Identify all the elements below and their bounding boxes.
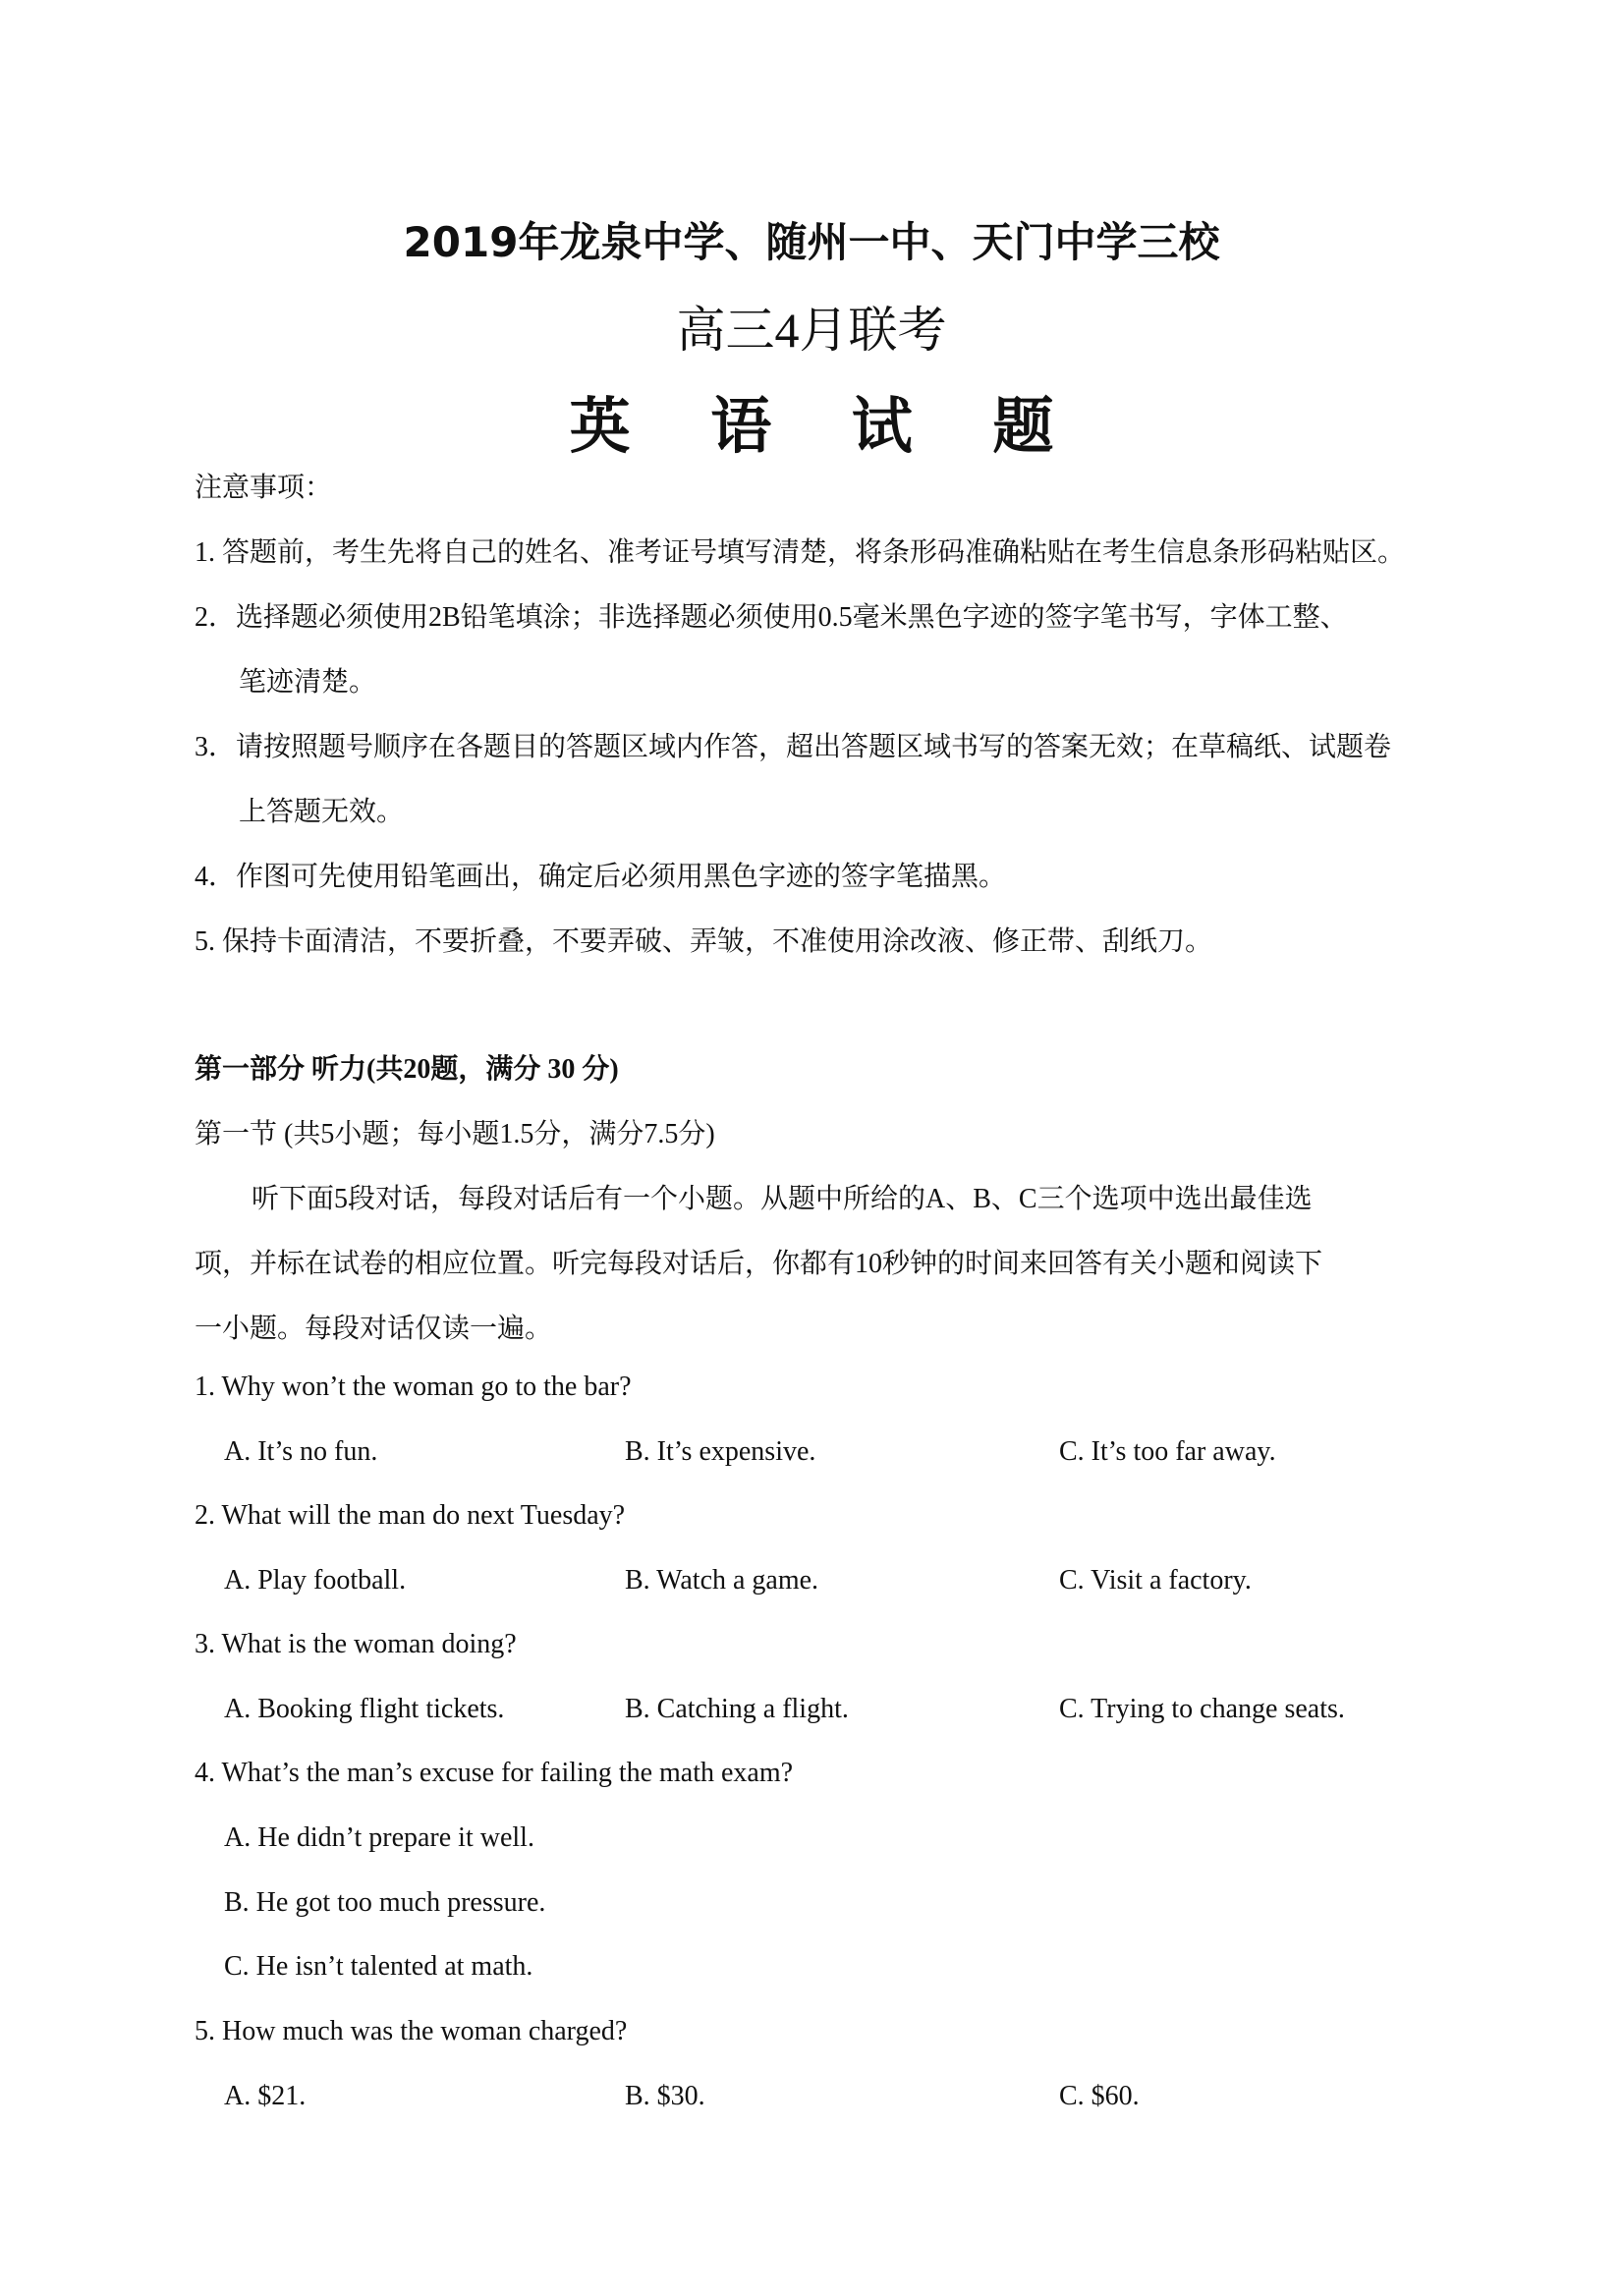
note-item-3-cont: 上答题无效。 (239, 797, 405, 827)
question-4: 4. What’s the man’s excuse for failing the math exam? (195, 1758, 794, 1788)
note-item-5: 5. 保持卡面清洁，不要折叠，不要弄破、弄皱，不准使用涂改液、修正带、刮纸刀。 (195, 926, 1213, 957)
q5-option-b: B. $30. (625, 2081, 705, 2111)
q1-option-b: B. It’s expensive. (625, 1436, 816, 1467)
notes-heading: 注意事项： (195, 473, 333, 503)
part-heading: 第一部分 听力(共20题，满分 30 分) (195, 1054, 619, 1085)
note-item-3: 3．请按照题号顺序在各题目的答题区域内作答，超出答题区域书写的答案无效；在草稿纸、试题卷 (195, 732, 1392, 762)
q5-option-a: A. $21. (224, 2081, 307, 2111)
q3-option-c: C. Trying to change seats. (1059, 1694, 1345, 1724)
note-item-1: 1. 答题前，考生先将自己的姓名、准考证号填写清楚，将条形码准确粘贴在考生信息条形码粘贴区。 (195, 537, 1406, 568)
q1-option-a: A. It’s no fun. (224, 1436, 378, 1467)
question-1: 1. Why won’t the woman go to the bar? (195, 1372, 632, 1402)
subject-title: 英 语 试 题 (569, 390, 1084, 462)
q2-option-c: C. Visit a factory. (1059, 1565, 1252, 1596)
question-2: 2. What will the man do next Tuesday? (195, 1500, 626, 1531)
q2-option-a: A. Play football. (224, 1565, 407, 1596)
question-5: 5. How much was the woman charged? (195, 2016, 628, 2046)
instructions-line-3: 一小题。每段对话仅读一遍。 (195, 1314, 553, 1344)
question-3: 3. What is the woman doing? (195, 1629, 517, 1659)
q3-option-b: B. Catching a flight. (625, 1694, 849, 1724)
school-title: 2019年龙泉中学、随州一中、天门中学三校 (403, 218, 1220, 266)
instructions-line-2: 项，并标在试卷的相应位置。听完每段对话后，你都有10秒钟的时间来回答有关小题和阅读下 (195, 1249, 1323, 1279)
q5-option-c: C. $60. (1059, 2081, 1140, 2111)
q1-option-c: C. It’s too far away. (1059, 1436, 1276, 1467)
instructions-line-1: 听下面5段对话，每段对话后有一个小题。从题中所给的A、B、C三个选项中选出最佳选 (252, 1184, 1313, 1214)
q3-option-a: A. Booking flight tickets. (224, 1694, 505, 1724)
q2-option-b: B. Watch a game. (625, 1565, 819, 1596)
q4-option-b: B. He got too much pressure. (224, 1887, 546, 1918)
note-item-2: 2．选择题必须使用2B铅笔填涂；非选择题必须使用0.5毫米黑色字迹的签字笔书写，字体工整、 (195, 602, 1348, 633)
note-item-4: 4．作图可先使用铅笔画出，确定后必须用黑色字迹的签字笔描黑。 (195, 862, 1007, 892)
q4-option-a: A. He didn’t prepare it well. (224, 1822, 534, 1853)
q4-option-c: C. He isn’t talented at math. (224, 1951, 533, 1982)
note-item-2-cont: 笔迹清楚。 (239, 667, 377, 698)
exam-title: 高三4月联考 (676, 303, 947, 358)
section-heading: 第一节 (共5小题；每小题1.5分，满分7.5分) (195, 1119, 715, 1149)
